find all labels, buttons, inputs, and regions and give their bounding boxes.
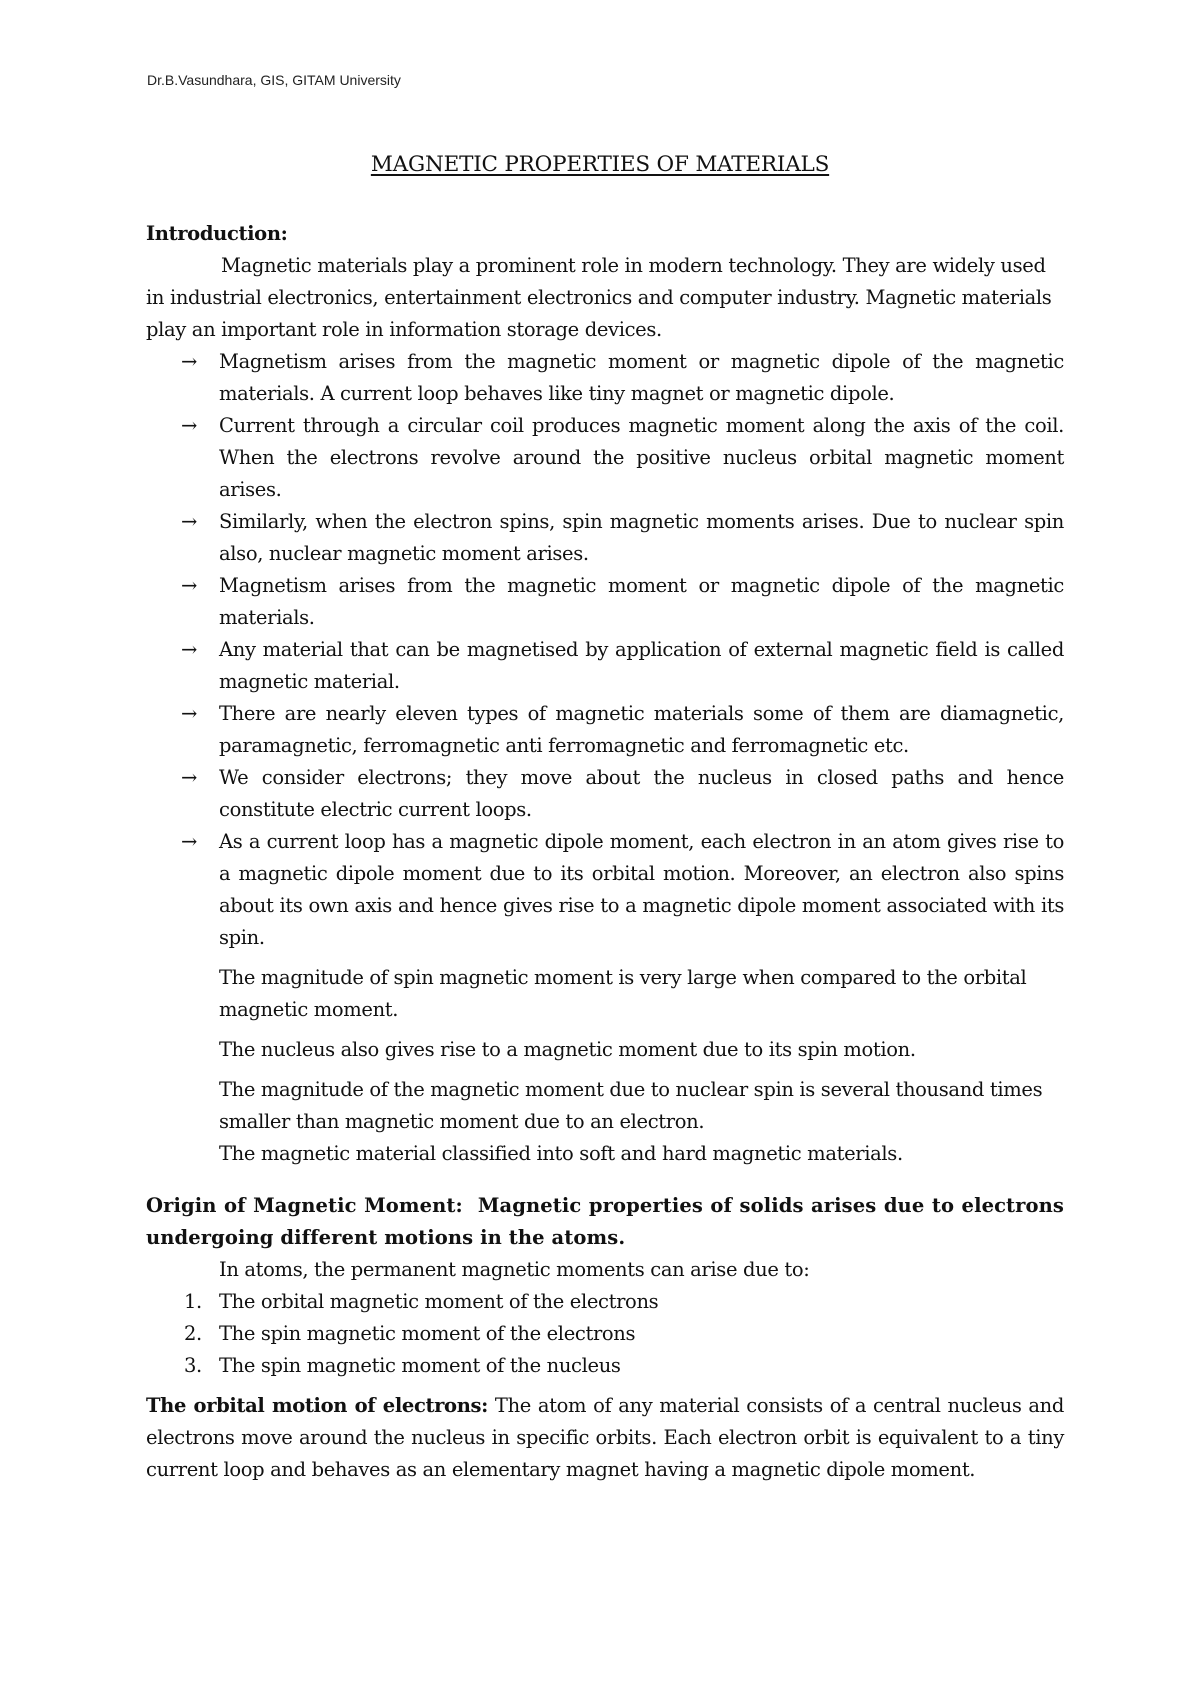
arrow-icon: → xyxy=(181,638,197,661)
introduction-paragraph: Magnetic materials play a prominent role in modern technology. They are widely used in industrial electronics, entertainment electronics and computer industry. Magnetic materials play an important role in information storage devices. xyxy=(146,254,1052,341)
list-item xyxy=(146,410,1064,506)
list-item xyxy=(146,826,1064,954)
introduction-bullet-list xyxy=(146,346,1064,954)
list-item-text: The spin magnetic moment of the nucleus xyxy=(219,1354,621,1377)
note-paragraph: The magnetic material classified into soft and hard magnetic materials. xyxy=(219,1142,903,1165)
origin-heading: Origin of Magnetic Moment: xyxy=(146,1194,463,1217)
note-paragraph: The magnitude of the magnetic moment due to nuclear spin is several thousand times smaller than magnetic moment due to an electron. xyxy=(219,1078,1043,1133)
list-item-text: The spin magnetic moment of the electrons xyxy=(219,1322,636,1345)
note-paragraph: The nucleus also gives rise to a magnetic moment due to its spin motion. xyxy=(219,1038,916,1061)
arrow-icon: → xyxy=(181,830,197,853)
origin-section-heading xyxy=(146,1190,1064,1254)
origin-intro: In atoms, the permanent magnetic moments can arise due to: xyxy=(219,1258,810,1281)
list-item xyxy=(146,634,1064,698)
origin-statement: Magnetic properties of solids arises due to electrons undergoing different motions in the atoms. xyxy=(146,1194,1064,1249)
list-item xyxy=(146,1350,1064,1382)
list-item-text: Any material that can be magnetised by application of external magnetic field is called magnetic material. xyxy=(219,638,1064,693)
list-item xyxy=(146,346,1064,410)
arrow-icon: → xyxy=(181,414,197,437)
note-paragraph: The magnitude of spin magnetic moment is very large when compared to the orbital magnetic moment. xyxy=(219,966,1027,1021)
orbital-motion-heading: The orbital motion of electrons: xyxy=(146,1394,489,1417)
list-item-text: Magnetism arises from the magnetic moment or magnetic dipole of the magnetic materials. xyxy=(219,574,1064,629)
arrow-icon: → xyxy=(181,766,197,789)
document-title: MAGNETIC PROPERTIES OF MATERIALS xyxy=(370,152,830,177)
list-marker: 2. xyxy=(184,1322,202,1345)
arrow-icon: → xyxy=(181,510,197,533)
list-item-text: Magnetism arises from the magnetic moment or magnetic dipole of the magnetic materials. A current loop behaves like tiny magnet or magnetic dipole. xyxy=(219,350,1064,405)
arrow-icon: → xyxy=(181,574,197,597)
introduction-heading: Introduction: xyxy=(146,222,288,245)
list-item xyxy=(146,698,1064,762)
list-item xyxy=(146,1286,1064,1318)
list-item-text: We consider electrons; they move about the nucleus in closed paths and hence constitute electric current loops. xyxy=(219,766,1064,821)
page-header: Dr.B.Vasundhara, GIS, GITAM University xyxy=(147,72,401,88)
list-item xyxy=(146,1318,1064,1350)
orbital-motion-text: The atom of any material consists of a central nucleus and electrons move around the nucleus in specific orbits. Each electron orbit is equivalent to a tiny current loop and behaves as an elementary magnet having a magnetic dipole moment. xyxy=(146,1394,1064,1481)
list-item-text: Similarly, when the electron spins, spin magnetic moments arises. Due to nuclear spin also, nuclear magnetic moment arises. xyxy=(219,510,1064,565)
list-item xyxy=(146,570,1064,634)
arrow-icon: → xyxy=(181,702,197,725)
orbital-motion-paragraph xyxy=(146,1390,1064,1486)
arrow-icon: → xyxy=(181,350,197,373)
list-item-text: As a current loop has a magnetic dipole moment, each electron in an atom gives rise to a magnetic dipole moment due to its orbital motion. Moreover, an electron also spins about its own axis and hence gives rise to a magnetic dipole moment associated with its spin. xyxy=(219,830,1064,949)
list-item xyxy=(146,762,1064,826)
document-body xyxy=(146,218,1064,1486)
list-item-text: Current through a circular coil produces magnetic moment along the axis of the coil. When the electrons revolve around the positive nucleus orbital magnetic moment arises. xyxy=(219,414,1064,501)
list-item-text: There are nearly eleven types of magnetic materials some of them are diamagnetic, paramagnetic, ferromagnetic anti ferromagnetic and ferromagnetic etc. xyxy=(219,702,1064,757)
list-item xyxy=(146,506,1064,570)
list-marker: 1. xyxy=(184,1290,202,1313)
list-marker: 3. xyxy=(184,1354,202,1377)
origin-numbered-list xyxy=(146,1286,1064,1382)
list-item-text: The orbital magnetic moment of the electrons xyxy=(219,1290,659,1313)
